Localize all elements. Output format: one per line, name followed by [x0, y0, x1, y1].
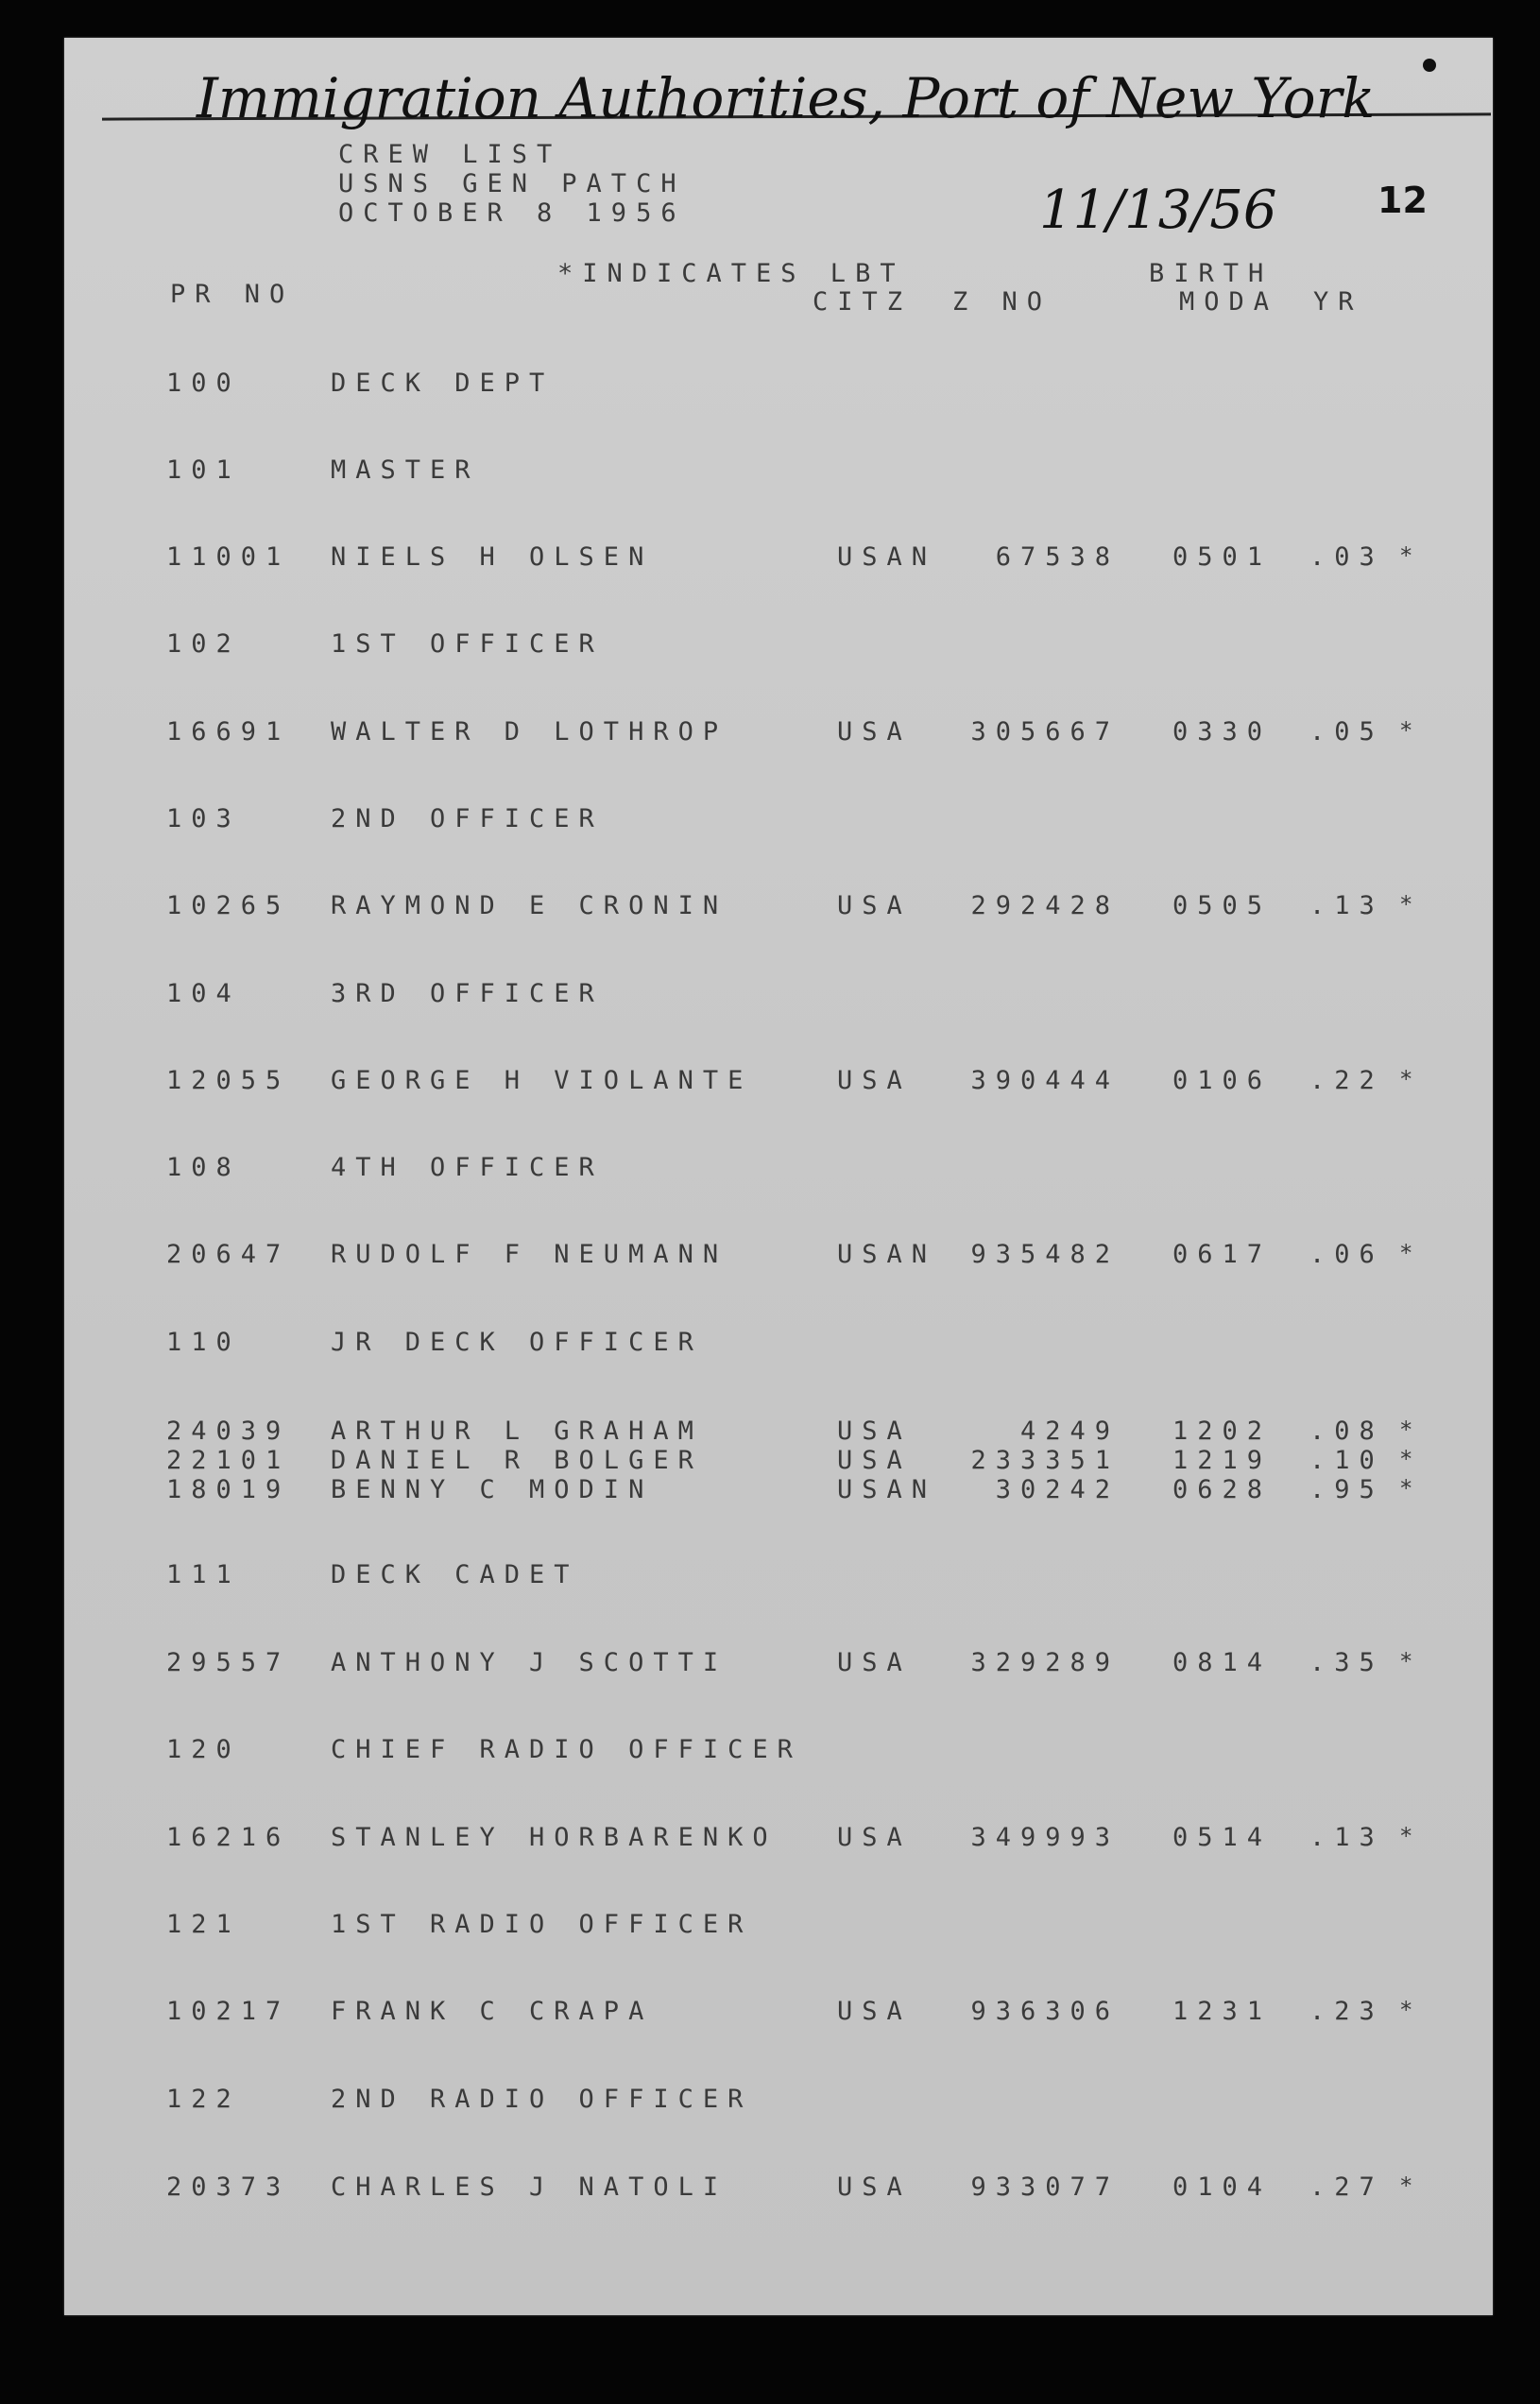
- birth-year: .13: [1309, 891, 1384, 920]
- lbt-mark: *: [1399, 542, 1413, 569]
- citizenship: USA: [837, 717, 912, 747]
- position-row: [64, 1562, 1493, 1594]
- birth-moda: 0104: [1172, 2172, 1273, 2202]
- pr-number: 108: [166, 1153, 241, 1182]
- crew-row: [64, 719, 1493, 751]
- birth-year: .03: [1309, 542, 1384, 572]
- pr-number: 11001: [166, 542, 291, 572]
- crew-row: [64, 893, 1493, 925]
- position-row: [64, 1912, 1493, 1944]
- position-row: [64, 370, 1493, 403]
- header-moda: MODA: [1179, 287, 1279, 317]
- z-number: 67538: [995, 542, 1120, 572]
- crew-name: 3RD OFFICER: [331, 979, 604, 1008]
- position-row: [64, 457, 1493, 489]
- citizenship: USA: [837, 891, 912, 920]
- position-row: [64, 806, 1493, 838]
- birth-year: .22: [1309, 1066, 1384, 1095]
- crew-row: [64, 2174, 1493, 2207]
- position-row: [64, 981, 1493, 1013]
- position-row: [64, 1330, 1493, 1362]
- header-yr: YR: [1313, 287, 1363, 317]
- page-number: 12: [1377, 180, 1428, 221]
- header-z-no: Z NO: [952, 287, 1052, 317]
- birth-year: .08: [1309, 1417, 1384, 1446]
- header-citz: CITZ: [813, 287, 913, 317]
- pr-number: 29557: [166, 1648, 291, 1677]
- crew-name: RUDOLF F NEUMANN: [331, 1240, 728, 1269]
- position-row: [64, 2086, 1493, 2119]
- pr-number: 104: [166, 979, 241, 1008]
- lbt-mark: *: [1399, 1997, 1413, 2023]
- pr-number: 16691: [166, 717, 291, 747]
- citizenship: USAN: [837, 1240, 937, 1269]
- citizenship: USA: [837, 1417, 912, 1446]
- pr-number: 18019: [166, 1475, 291, 1504]
- punch-hole: [1423, 59, 1436, 72]
- crew-name: DECK CADET: [331, 1560, 579, 1589]
- lbt-mark: *: [1399, 1648, 1413, 1674]
- crew-name: 2ND OFFICER: [331, 804, 604, 833]
- pr-number: 110: [166, 1328, 241, 1357]
- birth-moda: 0628: [1172, 1475, 1273, 1504]
- citizenship: USAN: [837, 1475, 937, 1504]
- crew-row: [64, 1650, 1493, 1682]
- crew-name: GEORGE H VIOLANTE: [331, 1066, 753, 1095]
- header-date: OCTOBER 8 1956: [338, 198, 686, 228]
- header-title: CREW LIST: [338, 140, 562, 169]
- crew-name: STANLEY HORBARENKO: [331, 1823, 778, 1852]
- handwritten-date: 11/13/56: [1039, 180, 1277, 241]
- lbt-mark: *: [1399, 1066, 1413, 1092]
- pr-number: 10265: [166, 891, 291, 920]
- crew-row: [64, 1242, 1493, 1274]
- crew-name: JR DECK OFFICER: [331, 1328, 703, 1357]
- crew-name: WALTER D LOTHROP: [331, 717, 728, 747]
- header-ship: USNS GEN PATCH: [338, 169, 686, 198]
- z-number: 292428: [970, 891, 1120, 920]
- z-number: 30242: [995, 1475, 1120, 1504]
- birth-moda: 1219: [1172, 1446, 1273, 1475]
- birth-moda: 0505: [1172, 891, 1273, 920]
- header-lbt-note: *INDICATES LBT: [557, 259, 905, 288]
- z-number: 935482: [970, 1240, 1120, 1269]
- birth-moda: 0814: [1172, 1648, 1273, 1677]
- pr-number: 20373: [166, 2172, 291, 2202]
- crew-name: DECK DEPT: [331, 369, 555, 398]
- birth-year: .23: [1309, 1997, 1384, 2026]
- pr-number: 121: [166, 1910, 241, 1939]
- position-row: [64, 1155, 1493, 1187]
- birth-moda: 1202: [1172, 1417, 1273, 1446]
- crew-name: 4TH OFFICER: [331, 1153, 604, 1182]
- crew-row: [64, 544, 1493, 576]
- birth-moda: 0514: [1172, 1823, 1273, 1852]
- position-row: [64, 631, 1493, 663]
- z-number: 329289: [970, 1648, 1120, 1677]
- crew-name: BENNY C MODIN: [331, 1475, 654, 1504]
- pr-number: 20647: [166, 1240, 291, 1269]
- z-number: 936306: [970, 1997, 1120, 2026]
- z-number: 233351: [970, 1446, 1120, 1475]
- birth-year: .10: [1309, 1446, 1384, 1475]
- pr-number: 12055: [166, 1066, 291, 1095]
- header-birth: BIRTH: [1149, 259, 1274, 288]
- crew-name: 2ND RADIO OFFICER: [331, 2085, 753, 2114]
- z-number: 305667: [970, 717, 1120, 747]
- lbt-mark: *: [1399, 891, 1413, 918]
- crew-row: [64, 1825, 1493, 1857]
- pr-number: 22101: [166, 1446, 291, 1475]
- crew-name: 1ST OFFICER: [331, 629, 604, 659]
- pr-number: 102: [166, 629, 241, 659]
- birth-moda: 0617: [1172, 1240, 1273, 1269]
- crew-name: ANTHONY J SCOTTI: [331, 1648, 728, 1677]
- crew-name: ARTHUR L GRAHAM: [331, 1417, 703, 1446]
- crew-name: CHIEF RADIO OFFICER: [331, 1735, 802, 1764]
- citizenship: USA: [837, 1446, 912, 1475]
- citizenship: USA: [837, 1066, 912, 1095]
- crew-name: DANIEL R BOLGER: [331, 1446, 703, 1475]
- pr-number: 101: [166, 455, 241, 485]
- birth-year: .05: [1309, 717, 1384, 747]
- birth-year: .06: [1309, 1240, 1384, 1269]
- birth-year: .35: [1309, 1648, 1384, 1677]
- crew-row: [64, 1477, 1493, 1509]
- lbt-mark: *: [1399, 2172, 1413, 2199]
- citizenship: USA: [837, 1997, 912, 2026]
- crew-name: 1ST RADIO OFFICER: [331, 1910, 753, 1939]
- birth-moda: 0501: [1172, 542, 1273, 572]
- pr-number: 10217: [166, 1997, 291, 2026]
- z-number: 349993: [970, 1823, 1120, 1852]
- crew-name: MASTER: [331, 455, 480, 485]
- lbt-mark: *: [1399, 1475, 1413, 1502]
- pr-number: 103: [166, 804, 241, 833]
- lbt-mark: *: [1399, 1446, 1413, 1472]
- birth-moda: 0106: [1172, 1066, 1273, 1095]
- lbt-mark: *: [1399, 717, 1413, 744]
- pr-number: 100: [166, 369, 241, 398]
- lbt-mark: *: [1399, 1240, 1413, 1266]
- crew-name: FRANK C CRAPA: [331, 1997, 654, 2026]
- z-number: 933077: [970, 2172, 1120, 2202]
- handwritten-addressee: Immigration Authorities, Port of New York: [197, 66, 1376, 130]
- crew-list-page: [64, 38, 1493, 2315]
- birth-year: .27: [1309, 2172, 1384, 2202]
- lbt-mark: *: [1399, 1823, 1413, 1849]
- pr-number: 120: [166, 1735, 241, 1764]
- header-pr-no: PR NO: [170, 280, 295, 309]
- birth-moda: 1231: [1172, 1997, 1273, 2026]
- pr-number: 24039: [166, 1417, 291, 1446]
- birth-year: .13: [1309, 1823, 1384, 1852]
- crew-name: NIELS H OLSEN: [331, 542, 654, 572]
- z-number: 4249: [1019, 1417, 1120, 1446]
- citizenship: USA: [837, 1823, 912, 1852]
- z-number: 390444: [970, 1066, 1120, 1095]
- citizenship: USA: [837, 2172, 912, 2202]
- crew-row: [64, 1068, 1493, 1100]
- crew-row: [64, 1999, 1493, 2031]
- citizenship: USA: [837, 1648, 912, 1677]
- pr-number: 122: [166, 2085, 241, 2114]
- pr-number: 16216: [166, 1823, 291, 1852]
- crew-name: CHARLES J NATOLI: [331, 2172, 728, 2202]
- position-row: [64, 1737, 1493, 1769]
- lbt-mark: *: [1399, 1417, 1413, 1443]
- pr-number: 111: [166, 1560, 241, 1589]
- citizenship: USAN: [837, 542, 937, 572]
- crew-name: RAYMOND E CRONIN: [331, 891, 728, 920]
- birth-year: .95: [1309, 1475, 1384, 1504]
- birth-moda: 0330: [1172, 717, 1273, 747]
